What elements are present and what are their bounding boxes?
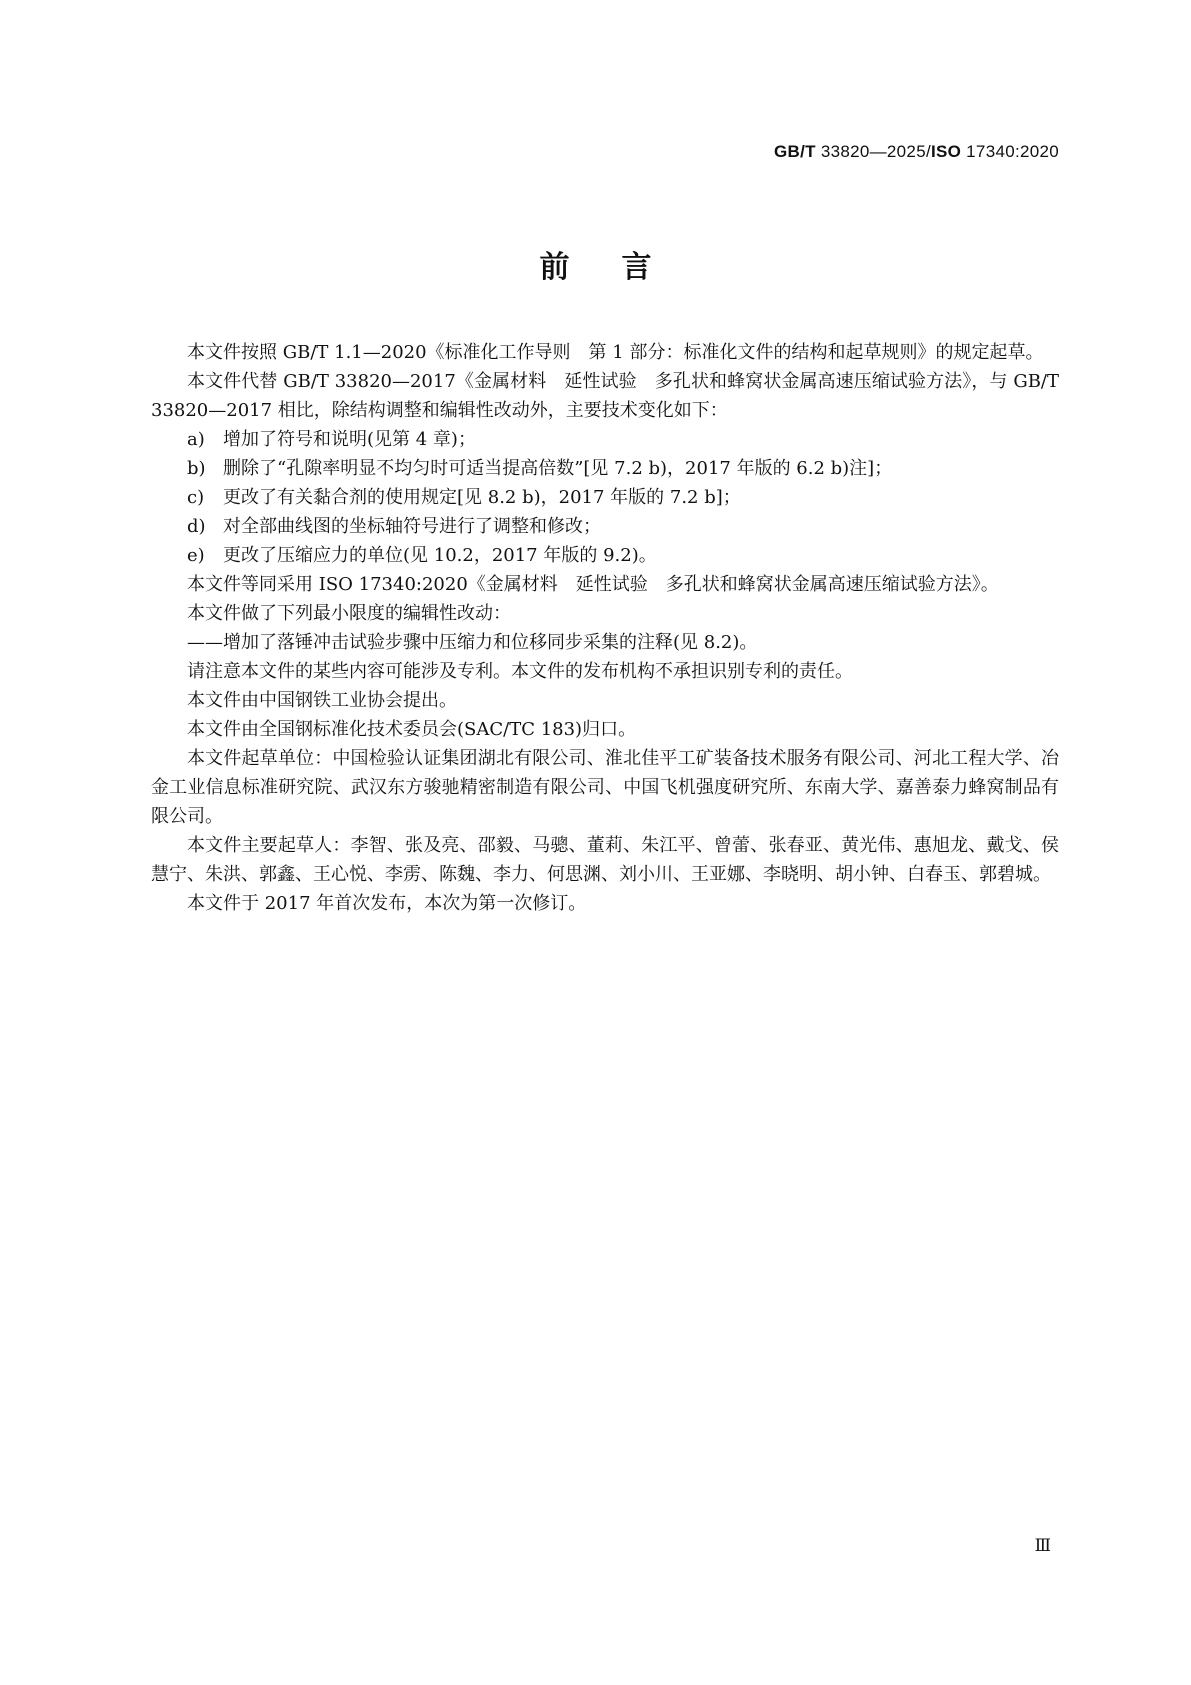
paragraph-drafting-rules: 本文件按照 GB/T 1.1—2020《标准化工作导则 第 1 部分：标准化文件的结构和起草规则》的规定起草。: [187, 342, 1044, 363]
list-item: [151, 483, 1059, 512]
list-marker: e): [187, 545, 205, 566]
paragraph-proposed-by: 本文件由中国钢铁工业协会提出。: [187, 690, 457, 711]
page-title: 前言: [539, 250, 704, 285]
list-item: [151, 541, 1059, 570]
paragraph-drafters: 本文件主要起草人：李智、张及亮、邵毅、马骢、董莉、朱江平、曾蕾、张春亚、黄光伟、惠旭龙、戴戈、侯慧宁、朱洪、郭鑫、王心悦、李雳、陈魏、李力、何思渊、刘小川、王亚娜、李晓明、胡小钟、白春玉、郭碧城。: [151, 835, 1059, 885]
foreword-body: [151, 338, 1059, 918]
paragraph-administered-by: 本文件由全国钢标准化技术委员会(SAC/TC 183)归口。: [187, 719, 637, 740]
paragraph-history: 本文件于 2017 年首次发布，本次为第一次修订。: [187, 893, 587, 914]
standard-number: 33820—2025/: [815, 142, 931, 161]
list-item-text: 更改了压缩应力的单位(见 10.2，2017 年版的 9.2)。: [223, 545, 657, 566]
list-marker: a): [187, 429, 205, 450]
list-item-text: 增加了符号和说明(见第 4 章)；: [223, 429, 476, 450]
iso-number: 17340:2020: [961, 142, 1059, 161]
list-item: [151, 425, 1059, 454]
list-item: [151, 512, 1059, 541]
paragraph-patent-notice: 请注意本文件的某些内容可能涉及专利。本文件的发布机构不承担识别专利的责任。: [187, 661, 853, 682]
paragraph-editorial-changes: 本文件做了下列最小限度的编辑性改动：: [187, 603, 511, 624]
paragraph-adoption: 本文件等同采用 ISO 17340:2020《金属材料 延性试验 多孔状和蜂窝状金属高速压缩试验方法》。: [187, 574, 999, 595]
standard-prefix: GB/T: [774, 142, 816, 161]
list-marker: d): [187, 516, 206, 537]
list-item-text: 对全部曲线图的坐标轴符号进行了调整和修改；: [223, 516, 601, 537]
list-item-text: 删除了“孔隙率明显不均匀时可适当提高倍数”[见 7.2 b)，2017 年版的 6.2 b)注]；: [223, 458, 893, 479]
iso-prefix: ISO: [930, 142, 962, 161]
document-number: [774, 142, 1059, 162]
list-item-text: 更改了有关黏合剂的使用规定[见 8.2 b)，2017 年版的 7.2 b]；: [223, 487, 741, 508]
paragraph-replaces: 本文件代替 GB/T 33820—2017《金属材料 延性试验 多孔状和蜂窝状金属高速压缩试验方法》，与 GB/T 33820—2017 相比，除结构调整和编辑性改动外，主要技术变化如下：: [151, 371, 1059, 421]
list-marker: c): [187, 487, 205, 508]
page-number: Ⅲ: [1034, 1536, 1051, 1556]
list-item: [151, 454, 1059, 483]
dash-list-item: ——增加了落锤冲击试验步骤中压缩力和位移同步采集的注释(见 8.2)。: [187, 632, 758, 653]
list-marker: b): [187, 458, 206, 479]
paragraph-drafting-units: 本文件起草单位：中国检验认证集团湖北有限公司、淮北佳平工矿装备技术服务有限公司、河北工程大学、冶金工业信息标准研究院、武汉东方骏驰精密制造有限公司、中国飞机强度研究所、东南大学、嘉善泰力蜂窝制品有限公司。: [151, 748, 1059, 827]
